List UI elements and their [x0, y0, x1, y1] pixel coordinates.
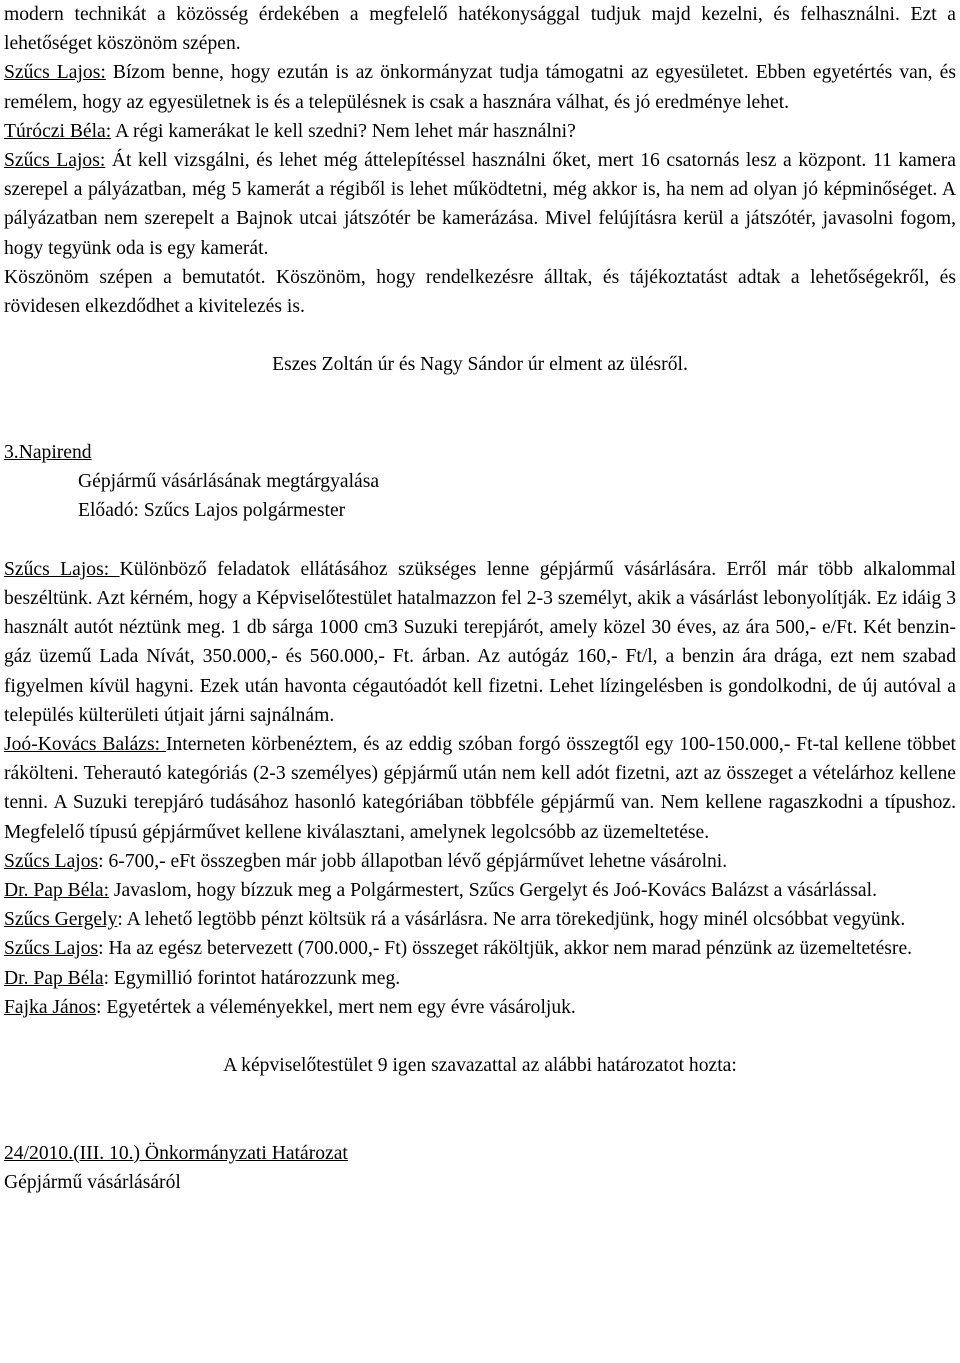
- discussion-entry: [4, 730, 956, 847]
- speaker-name: Szűcs Lajos:: [4, 150, 106, 172]
- discussion: [4, 555, 956, 1022]
- paragraph-intro: modern technikát a közösség érdekében a megfelelő hatékonysággal tudjuk majd kezelni, és felhasználni. Ezt a lehetőséget köszönöm szépen.: [4, 4, 956, 55]
- discussion-entry: [4, 934, 956, 963]
- speech-text: : A lehető legtöbb pénzt költsük rá a vásárlásra. Ne arra törekedjünk, hogy minél olcsóbbat vegyünk.: [117, 909, 906, 931]
- agenda-presenter: Előadó: Szűcs Lajos polgármester: [78, 500, 346, 522]
- discussion-entry: [4, 905, 956, 934]
- speaker-name: Joó-Kovács Balázs:: [4, 734, 166, 756]
- spacer: [4, 321, 956, 350]
- discussion-entry: [4, 847, 956, 876]
- resolution-subject: Gépjármű vásárlásáról: [4, 1172, 181, 1194]
- paragraph-szucs-lajos-1: [4, 58, 956, 116]
- speaker-name: Szűcs Lajos:: [4, 558, 120, 580]
- speech-text: : 6-700,- eFt összegben már jobb állapotban lévő gépjárművet lehetne vásárolni.: [98, 850, 728, 872]
- agenda-number: 3.Napirend: [4, 442, 92, 463]
- speaker-name: Szűcs Lajos:: [4, 62, 106, 84]
- speech-text: A régi kamerákat le kell szedni? Nem lehet már használni?: [111, 120, 576, 142]
- spacer: [4, 526, 956, 555]
- speaker-name: Szűcs Lajos: [4, 850, 99, 872]
- speech-text: Át kell vizsgálni, és lehet még áttelepítéssel használni őket, mert 16 csatornás lesz a központ. 11 kamera szerepel a pályázatban, még 5 kamerát a régiből is lehet működtetni, még akkor is, ha nem ad olyan jó képminőséget. A pályázatban nem szerepelt a Bajnok utcai játszótér be kamerázása. Mivel felújításra kerül a játszótér, javasolni fogom, hogy tegyünk oda is egy kamerát.: [4, 150, 956, 259]
- discussion-entry: [4, 964, 956, 993]
- resolution-number: 24/2010.(III. 10.) Önkormányzati Határozat: [4, 1142, 348, 1164]
- speech-text: Javaslom, hogy bízzuk meg a Polgármestert, Szűcs Gergelyt és Joó-Kovács Balázst a vásárlással.: [109, 880, 877, 902]
- speaker-name: Fajka János: [4, 996, 96, 1018]
- speech-text: : Ha az egész betervezett (700.000,- Ft) összeget ráköltjük, akkor nem marad pénzünk az üzemeltetésre.: [98, 938, 913, 960]
- paragraph-szucs-lajos-2: [4, 146, 956, 263]
- spacer: [4, 1110, 956, 1139]
- speech-text: Különböző feladatok ellátásához szükséges lenne gépjármű vásárlására. Erről már több alkalommal beszéltünk. Azt kérném, hogy a Képviselőtestület hatalmazzon fel 2-3 személyt, akik a vásárlást lebonyolítják. Ez idáig 3 használt autót néztünk meg. 1 db sárga 1000 cm3 Suzuki terepjárót, amely közel 30 éves, az ára 500,- e/Ft. Két benzin-gáz üzemű Lada Nívát, 350.000,- és 560.000,- Ft. árban. Az autógáz 160,- Ft/l, a benzin ára drága, ezt nem szabad figyelmen kívül hagyni. Ezek után havonta cégautóadót kell fizetni. Lehet lízingelésben is gondolkodni, de új autóval a település külterületi útjait járni sajnálnám.: [4, 558, 956, 726]
- spacer: [4, 380, 956, 409]
- agenda-title: Gépjármű vásárlásának megtárgyalása: [78, 471, 380, 493]
- speaker-name: Dr. Pap Béla: [4, 967, 104, 989]
- paragraph-turoczi-bela: [4, 117, 956, 146]
- paragraph-thanks: Köszönöm szépen a bemutatót. Köszönöm, hogy rendelkezésre álltak, és tájékoztatást adtak a lehetőségekről, és rövidesen elkezdődhet a kivitelezés is.: [4, 266, 956, 318]
- spacer: [4, 1022, 956, 1051]
- spacer: [4, 1080, 956, 1109]
- speaker-name: Szűcs Lajos: [4, 938, 99, 960]
- notice-left-meeting: Eszes Zoltán úr és Nagy Sándor úr elment az ülésről.: [272, 354, 688, 376]
- speech-text: Interneten körbenéztem, és az eddig szóban forgó összegtől egy 100-150.000,- Ft-tal kellene többet rákölteni. Teherautó kategóriás (2-3 személyes) gépjármű után nem kell adót fizetni, azt az összeget a vételárhoz kellene tenni. A Suzuki terepjáró tudásához hasonló kategóriában többféle gépjármű van. Nem kellene ragaszkodni a típushoz. Megfelelő típusú gépjárművet kellene kiválasztani, amelynek legolcsóbb az üzemeltetése.: [4, 734, 957, 843]
- speaker-name: Szűcs Gergely: [4, 909, 118, 931]
- discussion-entry: [4, 993, 956, 1022]
- vote-statement: A képviselőtestület 9 igen szavazattal az alábbi határozatot hozta:: [223, 1055, 737, 1077]
- speech-text: : Egyetértek a véleményekkel, mert nem egy évre vásároljuk.: [95, 996, 576, 1018]
- speaker-name: Dr. Pap Béla:: [4, 880, 110, 902]
- speaker-name: Túróczi Béla:: [4, 120, 112, 142]
- speech-text: Bízom benne, hogy ezután is az önkormányzat tudja támogatni az egyesületet. Ebben egyetértés van, és remélem, hogy az egyesületnek is és a településnek is csak a hasznára válhat, és jó eredménye lehet.: [4, 62, 956, 113]
- discussion-entry: [4, 876, 956, 905]
- spacer: [4, 409, 956, 438]
- speech-text: : Egymillió forintot határozzunk meg.: [103, 967, 401, 989]
- discussion-entry: [4, 555, 956, 730]
